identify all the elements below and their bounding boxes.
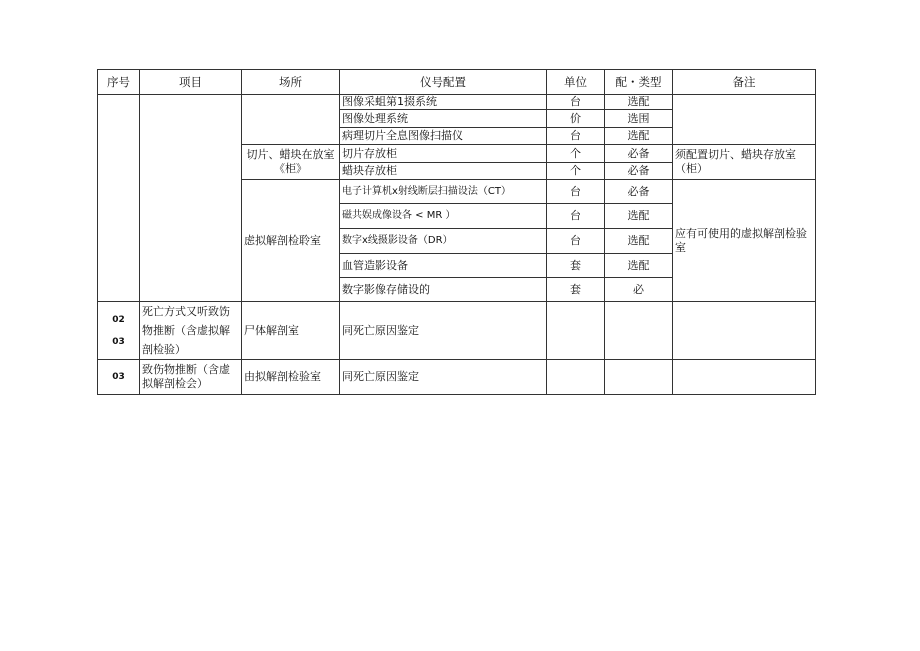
remark-cell: 须配置切片、蜡块存放室（柜）	[673, 145, 816, 180]
seq-number: 02	[112, 314, 125, 325]
header-remarks: 备注	[673, 70, 816, 95]
location-cell: 由拟解剖检验室	[242, 360, 340, 395]
equipment-cell: 图像采蛆第1掇系统	[340, 95, 547, 110]
remark-cell-empty	[673, 95, 816, 145]
unit-cell-empty	[547, 302, 605, 360]
seq-cell: 03	[98, 360, 140, 395]
header-type: 配・类型	[605, 70, 673, 95]
type-cell: 选配	[605, 204, 673, 229]
type-cell: 选配	[605, 254, 673, 278]
item-cell: 致伤物推断（含虚拟解剖检会）	[140, 360, 242, 395]
equipment-cell: 病理切片全息图像扫描仪	[340, 128, 547, 145]
remark-cell: 应有可使用的虚拟解剖检验室	[673, 180, 816, 302]
unit-cell: 台	[547, 128, 605, 145]
seq-cell	[98, 302, 140, 360]
equipment-cell: 图像处理系统	[340, 110, 547, 128]
table-row	[98, 302, 816, 360]
unit-cell: 台	[547, 204, 605, 229]
seq-number: 03	[112, 336, 125, 347]
location-cell-empty	[242, 95, 340, 145]
equipment-cell: 血管造影设备	[340, 254, 547, 278]
header-row	[98, 70, 816, 95]
equipment-table	[97, 69, 816, 395]
equipment-cell: 同死亡原因鉴定	[340, 302, 547, 360]
location-cell: 尸体解剖室	[242, 302, 340, 360]
header-location: 场所	[242, 70, 340, 95]
type-cell: 必	[605, 278, 673, 302]
item-cell: 死亡方式又听致饬物推断（含虚拟解剖检验）	[140, 302, 242, 360]
header-item: 项目	[140, 70, 242, 95]
header-unit: 单位	[547, 70, 605, 95]
type-cell: 选配	[605, 95, 673, 110]
unit-cell: 台	[547, 95, 605, 110]
equipment-cell: 磁共娱成像设各 < MR ）	[340, 204, 547, 229]
equipment-cell: 切片存放柜	[340, 145, 547, 163]
remark-cell-empty	[673, 302, 816, 360]
equipment-cell: 数字影像存储设的	[340, 278, 547, 302]
location-cell: 切片、蜡块在放室《柜》	[242, 145, 340, 180]
equipment-cell: 蜡块存放柜	[340, 163, 547, 180]
unit-cell: 套	[547, 254, 605, 278]
unit-cell: 台	[547, 180, 605, 204]
equipment-cell: 电子计算机x射线断层扫描设法（CT）	[340, 180, 547, 204]
location-cell: 虑拟解剖检聆室	[242, 180, 340, 302]
unit-cell: 个	[547, 163, 605, 180]
header-seq: 序号	[98, 70, 140, 95]
type-cell-empty	[605, 302, 673, 360]
remark-cell-empty	[673, 360, 816, 395]
type-cell: 选配	[605, 128, 673, 145]
type-cell: 必备	[605, 145, 673, 163]
type-cell-empty	[605, 360, 673, 395]
type-cell: 选围	[605, 110, 673, 128]
unit-cell: 个	[547, 145, 605, 163]
unit-cell: 套	[547, 278, 605, 302]
table-row	[98, 95, 816, 110]
table-row	[98, 360, 816, 395]
unit-cell-empty	[547, 360, 605, 395]
type-cell: 选配	[605, 229, 673, 254]
type-cell: 必备	[605, 163, 673, 180]
item-cell-empty	[140, 95, 242, 302]
header-equipment: 仪号配置	[340, 70, 547, 95]
seq-cell-empty	[98, 95, 140, 302]
unit-cell: 台	[547, 229, 605, 254]
equipment-cell: 数字x线摄影设备（DR）	[340, 229, 547, 254]
unit-cell: 价	[547, 110, 605, 128]
type-cell: 必备	[605, 180, 673, 204]
equipment-cell: 同死亡原因鉴定	[340, 360, 547, 395]
